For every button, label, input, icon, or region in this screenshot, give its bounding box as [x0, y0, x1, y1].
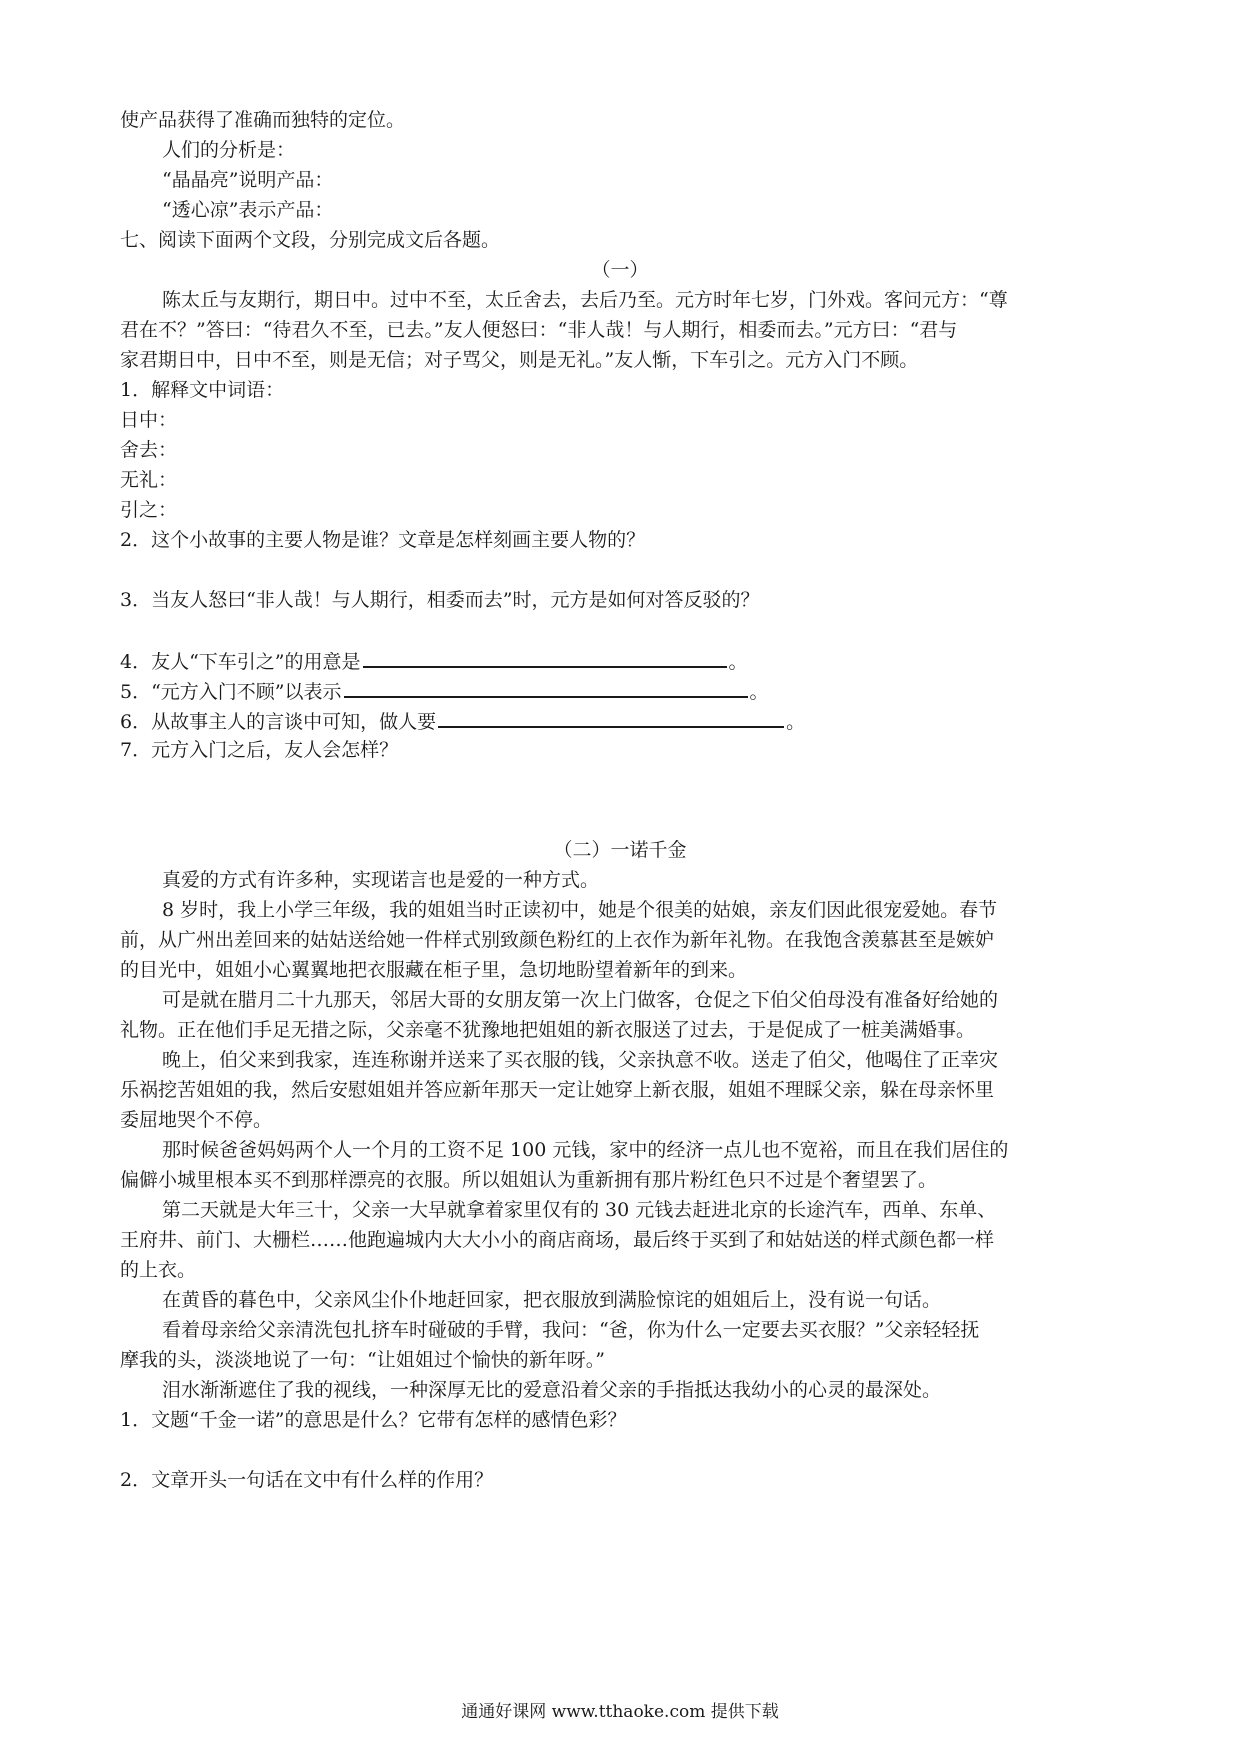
story-line: 8 岁时，我上小学三年级，我的姐姐当时正读初中，她是个很美的姑娘，亲友们因此很宠爱她。春节 [162, 899, 998, 921]
question-1: 1．解释文中词语： [120, 379, 285, 401]
analysis-jingjingliang: “晶晶亮”说明产品： [162, 169, 334, 191]
part-2-question-1: 1．文题“千金一诺”的意思是什么？它带有怎样的感情色彩？ [120, 1409, 627, 1431]
story-line: 在黄昏的暮色中，父亲风尘仆仆地赶回家，把衣服放到满脸惊诧的姐姐后上，没有说一句话。 [162, 1289, 942, 1311]
story-line: 摩我的头，淡淡地说了一句：“让姐姐过个愉快的新年呀。” [120, 1349, 605, 1371]
question-5-text: 5．“元方入门不顾”以表示 [120, 681, 342, 703]
story-line: 泪水渐渐遮住了我的视线，一种深厚无比的爱意沿着父亲的手指抵达我幼小的心灵的最深处。 [162, 1379, 942, 1401]
story-line: 礼物。正在他们手足无措之际，父亲毫不犹豫地把姐姐的新衣服送了过去，于是促成了一桩美满婚事。 [120, 1019, 976, 1041]
story-line: 那时候爸爸妈妈两个人一个月的工资不足 100 元钱，家中的经济一点儿也不宽裕，而且在我们居住的 [162, 1139, 1009, 1161]
question-7: 7．元方入门之后，友人会怎样？ [120, 739, 399, 761]
story-line: 前，从广州出差回来的姑姑送给她一件样式别致颜色粉红的上衣作为新年礼物。在我饱含羡慕甚至是嫉妒 [120, 929, 995, 951]
story-line: 乐祸挖苦姐姐的我，然后安慰姐姐并答应新年那天一定让她穿上新衣服，姐姐不理睬父亲，躲在母亲怀里 [120, 1079, 995, 1101]
term-wuli: 无礼： [120, 469, 178, 491]
analysis-intro: 人们的分析是： [162, 139, 296, 161]
question-5 [120, 674, 1120, 708]
question-6-period: 。 [786, 711, 806, 733]
term-yinzhi: 引之： [120, 499, 178, 521]
question-2: 2．这个小故事的主要人物是谁？文章是怎样刻画主要人物的？ [120, 529, 646, 551]
part-1-title: （一） [591, 259, 649, 281]
question-6 [120, 704, 1120, 738]
question-4-text: 4．友人“下车引之”的用意是 [120, 651, 361, 673]
question-5-period: 。 [749, 681, 769, 703]
story-line: 王府井、前门、大栅栏……他跑遍城内大大小小的商店商场，最后终于买到了和姑姑送的样式颜色都一样 [120, 1229, 995, 1251]
story-line: 看着母亲给父亲清洗包扎挤车时碰破的手臂，我问：“爸，你为什么一定要去买衣服？”父亲轻轻抚 [162, 1319, 980, 1341]
story-line: 的目光中，姐姐小心翼翼地把衣服藏在柜子里，急切地盼望着新年的到来。 [120, 959, 748, 981]
page-footer: 通通好课网 www.tthaoke.com 提供下载 [461, 1702, 779, 1722]
classical-text-line: 君在不？”答曰：“待君久不至，已去。”友人便怒曰：“非人哉！与人期行，相委而去。”元方曰：“君与 [120, 319, 958, 341]
term-sheqiu: 舍去： [120, 439, 178, 461]
classical-text-line: 家君期日中，日中不至，则是无信；对子骂父，则是无礼。”友人惭，下车引之。元方入门不顾。 [120, 349, 919, 371]
question-4-period: 。 [728, 651, 748, 673]
part-2-question-2: 2．文章开头一句话在文中有什么样的作用？ [120, 1469, 494, 1491]
story-line: 委屈地哭个不停。 [120, 1109, 273, 1131]
section-7-heading: 七、阅读下面两个文段，分别完成文后各题。 [120, 229, 501, 251]
story-line: 真爱的方式有许多种，实现诺言也是爱的一种方式。 [162, 869, 600, 891]
continuation-line: 使产品获得了准确而独特的定位。 [120, 109, 406, 131]
question-3: 3．当友人怒曰“非人哉！与人期行，相委而去”时，元方是如何对答反驳的？ [120, 589, 760, 611]
answer-blank-4[interactable] [363, 644, 727, 668]
story-line: 偏僻小城里根本买不到那样漂亮的衣服。所以姐姐认为重新拥有那片粉红色只不过是个奢望罢了。 [120, 1169, 938, 1191]
story-line: 晚上，伯父来到我家，连连称谢并送来了买衣服的钱，父亲执意不收。送走了伯父，他喝住了正幸灾 [162, 1049, 999, 1071]
story-line: 可是就在腊月二十九那天，邻居大哥的女朋友第一次上门做客，仓促之下伯父伯母没有准备好给她的 [162, 989, 999, 1011]
story-line: 第二天就是大年三十，父亲一大早就拿着家里仅有的 30 元钱去赶进北京的长途汽车，西单、东单、 [162, 1199, 997, 1221]
answer-blank-6[interactable] [438, 704, 784, 728]
part-2-title: （二）一诺千金 [553, 839, 687, 861]
question-6-text: 6．从故事主人的言谈中可知，做人要 [120, 711, 437, 733]
analysis-touxinliang: “透心凉”表示产品： [162, 199, 334, 221]
term-rizhong: 日中： [120, 409, 178, 431]
classical-text-line: 陈太丘与友期行，期日中。过中不至，太丘舍去，去后乃至。元方时年七岁，门外戏。客问元方：“尊 [162, 289, 1008, 311]
answer-blank-5[interactable] [344, 674, 748, 698]
question-4 [120, 644, 1120, 678]
story-line: 的上衣。 [120, 1259, 197, 1281]
